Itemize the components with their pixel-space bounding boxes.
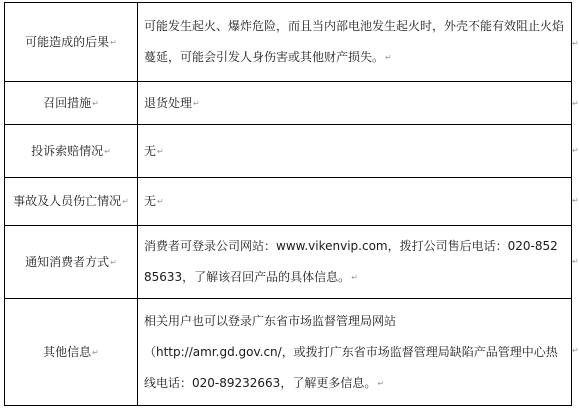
row-label: 投诉索赔情况 [31,143,104,158]
row-label: 其他信息 [43,344,92,359]
paragraph-mark-icon: ↵ [351,273,358,282]
row-value-text: 相关用户也可以登录广东省市场监督管理局网站 [144,313,397,328]
row-end-mark-icon: ↵ [572,257,579,266]
row-value-cell [138,125,572,178]
paragraph-mark-icon: ↵ [92,347,99,357]
table-row [5,82,572,125]
row-label-cell [5,226,138,299]
row-label: 事故及人员伤亡情况 [13,194,122,208]
row-label-cell [5,299,138,406]
row-value-cell [138,3,572,82]
row-value-text: 无 [144,194,157,208]
table-row [5,226,572,299]
row-label-cell [5,125,138,178]
table-row [5,299,572,406]
row-end-mark-icon: ↵ [572,99,579,108]
paragraph-mark-icon: ↵ [92,98,99,108]
row-value-text: 退货处理 [144,95,193,110]
row-end-mark-icon: ↵ [572,146,579,155]
row-value-text: 消费者可登录公司网站：www.vikenvip.com，拨打公司售后电话：020-85285633，了解该召回产品的具体信息。 [144,239,558,284]
row-end-mark-icon: ↵ [572,196,579,205]
recall-info-table [4,2,572,406]
row-value-cell [138,82,572,125]
row-label: 可能造成的后果 [25,34,110,49]
row-value-cell [138,178,572,226]
paragraph-mark-icon: ↵ [157,197,164,206]
row-value-text: （http://amr.gd.gov.cn/，或拨打广东省市场监督管理局缺陷产品管理中心热线电话：020-89232663，了解更多信息。 [144,344,558,390]
paragraph-mark-icon: ↵ [122,197,129,206]
paragraph-mark-icon: ↵ [110,257,117,267]
row-value-cell [138,299,572,406]
row-value-cell [138,226,572,299]
table-row [5,3,572,82]
row-label-cell [5,178,138,226]
row-value-text: 无 [144,143,157,158]
row-label-cell [5,3,138,82]
row-label: 召回措施 [43,95,92,110]
paragraph-mark-icon: ↵ [110,37,117,47]
paragraph-mark-icon: ↵ [377,378,385,388]
paragraph-mark-icon: ↵ [104,146,111,156]
paragraph-mark-icon: ↵ [157,146,164,156]
paragraph-mark-icon: ↵ [193,98,200,108]
table-row [5,125,572,178]
row-label: 通知消费者方式 [25,254,110,269]
row-end-mark-icon: ↵ [572,346,579,355]
row-end-mark-icon: ↵ [572,39,579,48]
paragraph-mark-icon: ↵ [385,53,392,62]
row-label-cell [5,82,138,125]
row-value-text: 可能发生起火、爆炸危险，而且当内部电池发生起火时，外壳不能有效阻止火焰蔓延，可能会引发人身伤害或其他财产损失。 [144,19,565,64]
table-row [5,178,572,226]
